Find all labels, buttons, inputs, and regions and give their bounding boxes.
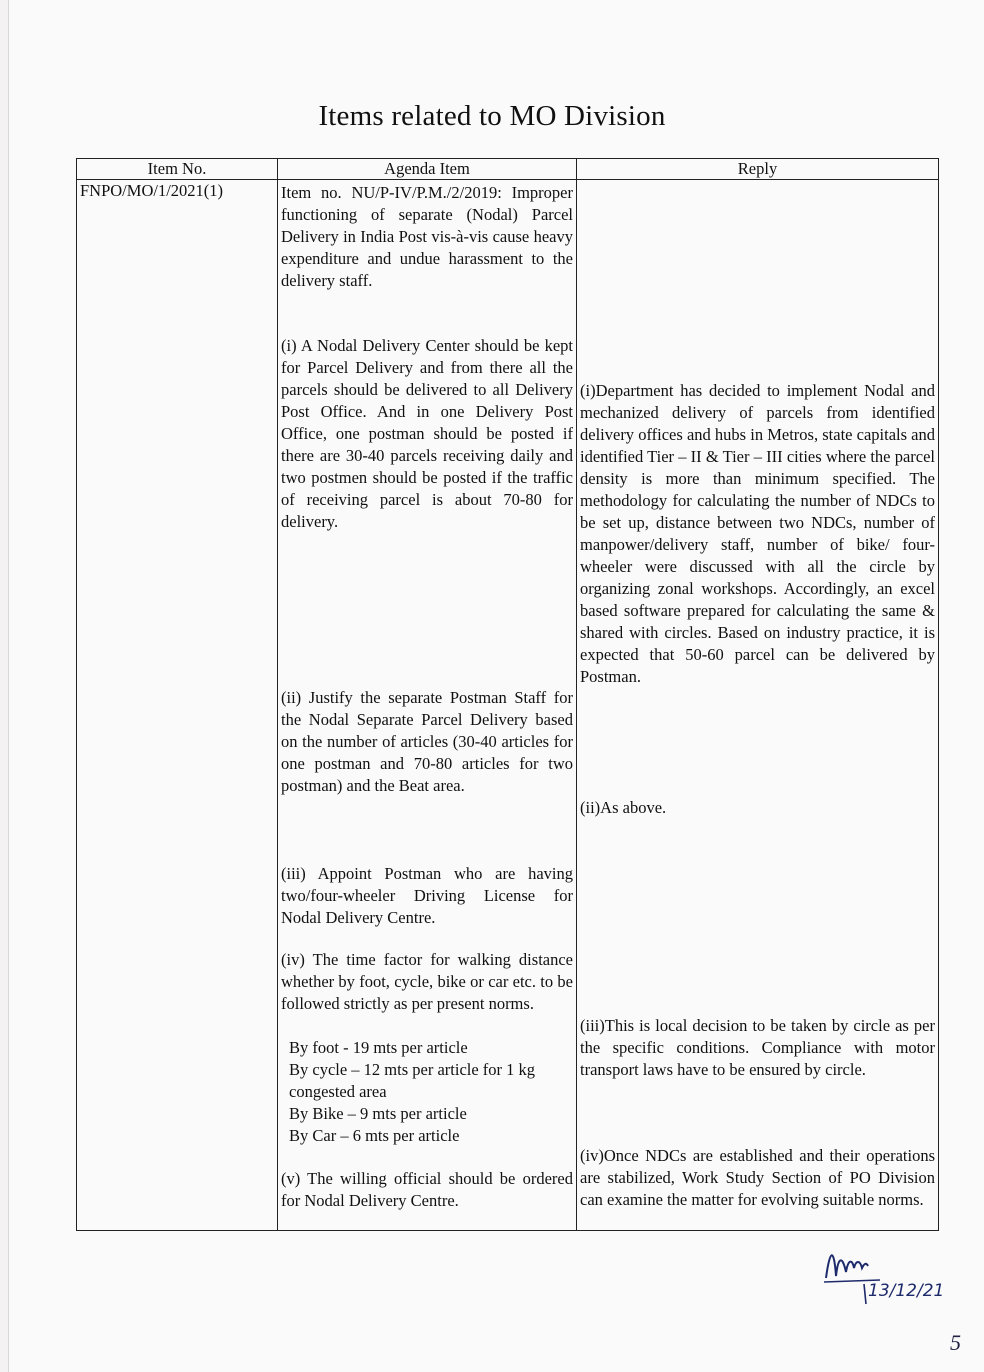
agenda-point-ii: (ii) Justify the separate Postman Staff for the Nodal Separate Parcel Delivery based on the number of articles (30-40 articles for one postman and 70-80 articles for two postman) and the Beat area. <box>281 688 573 795</box>
agenda-intro: Item no. NU/P-IV/P.M./2/2019: Improper functioning of separate (Nodal) Parcel Delivery in India Post vis-à-vis cause heavy expenditure and undue harassment to the delivery staff. <box>281 183 573 290</box>
agenda-cell <box>278 180 577 1231</box>
page-title: Items related to MO Division <box>318 100 666 132</box>
item-no-cell <box>77 180 278 1231</box>
agenda-point-v: (v) The willing official should be ordered for Nodal Delivery Centre. <box>281 1169 573 1210</box>
agenda-table <box>76 158 939 1231</box>
table-row <box>77 180 939 1231</box>
agenda-point-iv: (iv) The time factor for walking distance whether by foot, cycle, bike or car etc. to be followed strictly as per present norms. <box>281 950 573 1013</box>
agenda-point-iii: (iii) Appoint Postman who are having two/four-wheeler Driving License for Nodal Delivery Centre. <box>281 864 573 927</box>
signature-date: 13/12/21 <box>868 1281 945 1301</box>
table-header-row <box>77 159 939 180</box>
norm-foot: By foot - 19 mts per article <box>289 1038 468 1057</box>
page-number: 5 <box>950 1330 961 1355</box>
reply-point-iv: (iv)Once NDCs are established and their operations are stabilized, Work Study Section of PO Division can examine the matter for evolving suitable norms. <box>580 1146 935 1209</box>
item-no-value: FNPO/MO/1/2021(1) <box>80 181 224 200</box>
header-item-no: Item No. <box>77 159 278 180</box>
header-agenda-item: Agenda Item <box>278 159 577 180</box>
handwritten-signature <box>820 1238 960 1308</box>
norm-bike: By Bike – 9 mts per article <box>289 1104 467 1123</box>
agenda-point-i: (i) A Nodal Delivery Center should be kept for Parcel Delivery and from there all the parcels should be delivered to all Delivery Post Office. And in one Delivery Post Office, one postman should be posted if there are 30-40 parcels receiving daily and two postmen should be posted if the traffic of receiving parcel is about 70-80 for delivery. <box>281 336 573 531</box>
reply-cell <box>577 180 939 1231</box>
walking-norms-list <box>281 1037 573 1147</box>
norm-car: By Car – 6 mts per article <box>289 1126 460 1145</box>
reply-point-i: (i)Department has decided to implement Nodal and mechanized delivery of parcels from identified delivery offices and hubs in Metros, state capitals and identified Tier – II & Tier – III cities where the parcel density is more than minimum specified. The methodology for calculating the number of NDCs to be set up, distance between two NDCs, number of manpower/delivery staff, number of bike/ four-wheeler were discussed with all the circle by organizing zonal workshops. Accordingly, an excel based software prepared for calculating the same & shared with circles. Based on industry practice, it is expected that 50-60 parcel can be delivered by Postman. <box>580 381 935 686</box>
reply-point-ii: (ii)As above. <box>580 798 667 817</box>
header-reply: Reply <box>577 159 939 180</box>
norm-cycle: By cycle – 12 mts per article for 1 kg congested area <box>289 1060 536 1101</box>
reply-point-iii: (iii)This is local decision to be taken by circle as per the specific conditions. Compliance with motor transport laws have to be ensured by circle. <box>580 1016 935 1079</box>
